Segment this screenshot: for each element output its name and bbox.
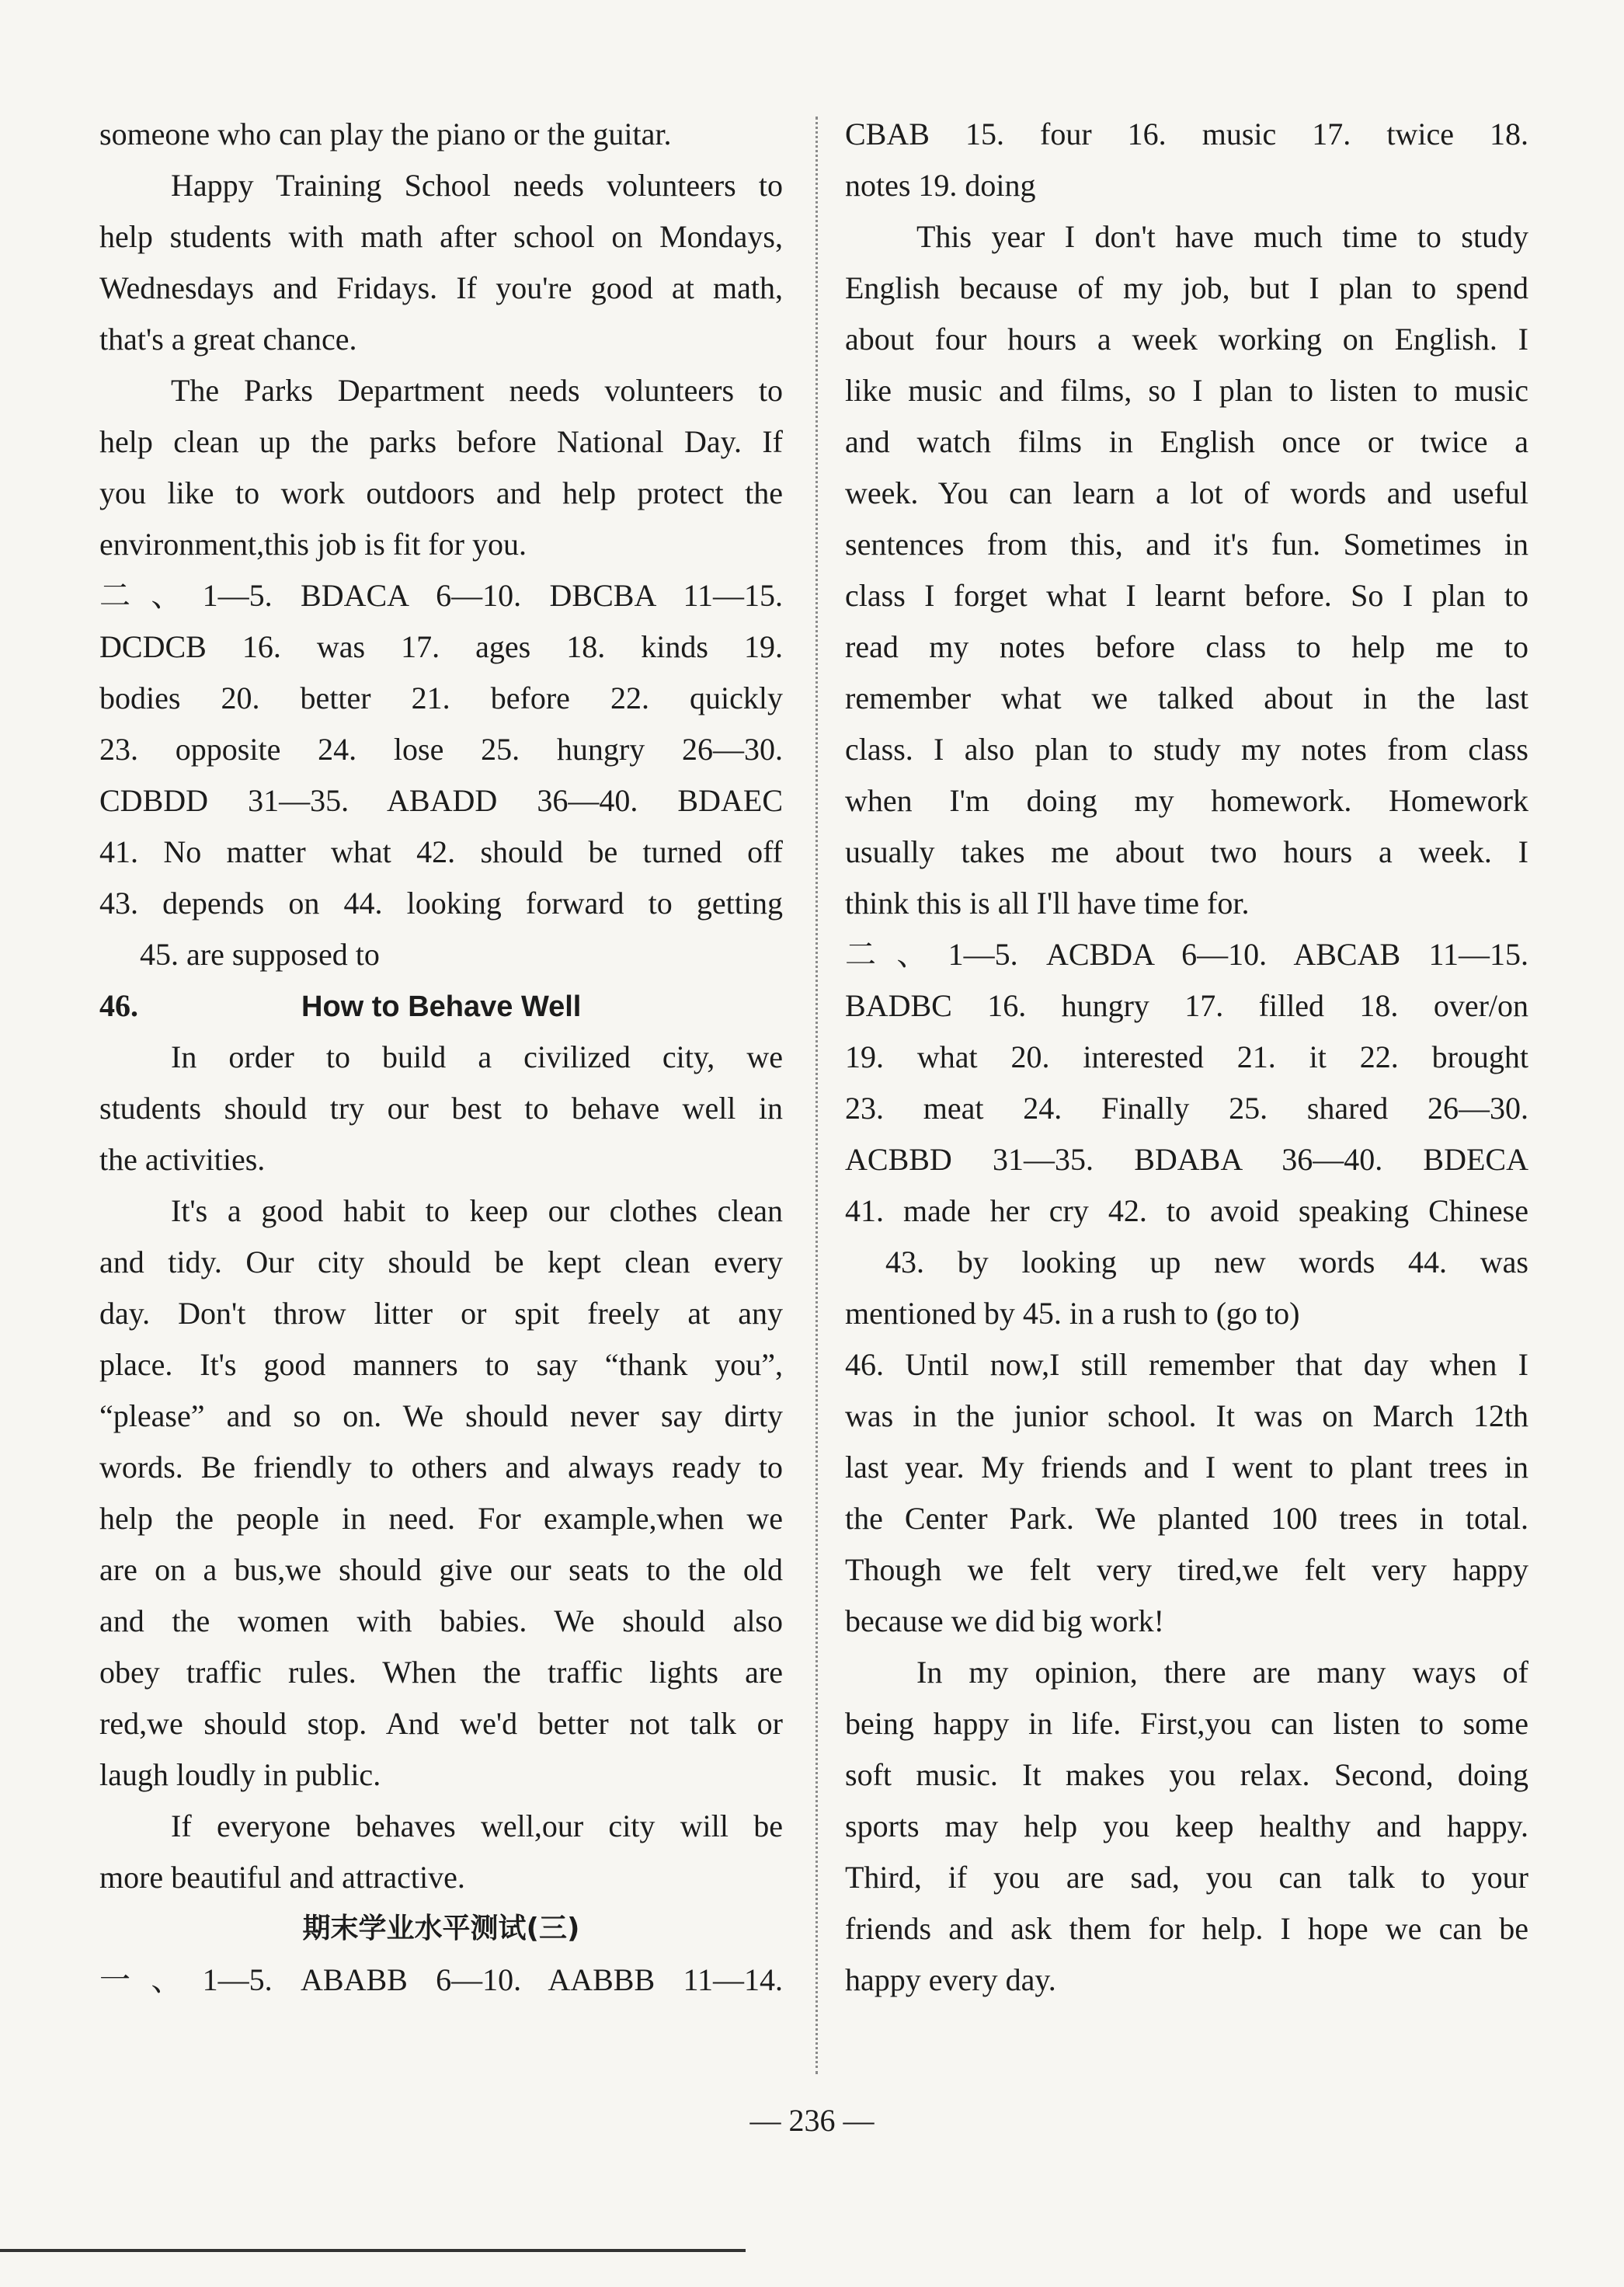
text-line: usually takes me about two hours a week. I	[845, 834, 1528, 869]
answer-line: 19. what 20. interested 21. it 22. brought	[845, 1039, 1528, 1074]
text-line: help the people in need. For example,when we	[99, 1501, 783, 1536]
column-divider	[815, 117, 818, 2074]
text-line: class I forget what I learnt before. So I plan to	[845, 578, 1528, 613]
answer-line: CDBDD 31—35. ABADD 36—40. BDAEC	[99, 783, 783, 818]
page-number: — 236 —	[749, 2103, 875, 2138]
text-line: In my opinion, there are many ways of	[916, 1655, 1528, 1690]
bottom-rule	[0, 2249, 746, 2252]
text-line: class. I also plan to study my notes from class	[845, 732, 1528, 767]
answer-line: 43. by looking up new words 44. was	[885, 1244, 1528, 1279]
left-column	[99, 109, 783, 2006]
answer-line: 41. No matter what 42. should be turned off	[99, 834, 783, 869]
text-line: about four hours a week working on English. I	[845, 322, 1528, 357]
text-line: was in the junior school. It was on March 12th	[845, 1398, 1528, 1433]
text-line: friends and ask them for help. I hope we can be	[845, 1911, 1528, 1946]
text-line: The Parks Department needs volunteers to	[171, 373, 783, 408]
text-line: help students with math after school on Mondays,	[99, 219, 783, 254]
text-line: are on a bus,we should give our seats to the old	[99, 1552, 783, 1587]
text-line: Wednesdays and Fridays. If you're good at math,	[99, 270, 783, 305]
text-line: when I'm doing my homework. Homework	[845, 783, 1528, 818]
text-line: sentences from this, and it's fun. Sometimes in	[845, 527, 1528, 562]
text-line: soft music. It makes you relax. Second, doing	[845, 1757, 1528, 1792]
section-title: 期末学业水平测试(三)	[302, 1913, 580, 1944]
answer-line: bodies 20. better 21. before 22. quickly	[99, 681, 783, 715]
text-line: sports may help you keep healthy and happy.	[845, 1808, 1528, 1843]
text-line: Though we felt very tired,we felt very happy	[845, 1552, 1528, 1587]
text-line: that's a great chance.	[99, 322, 357, 357]
text-line: remember what we talked about in the last	[845, 681, 1528, 715]
text-line: because we did big work!	[845, 1603, 1164, 1638]
text-line: environment,this job is fit for you.	[99, 527, 527, 562]
text-line: someone who can play the piano or the guitar.	[99, 117, 672, 151]
answer-line: 23. meat 24. Finally 25. shared 26—30.	[845, 1091, 1528, 1126]
text-line: more beautiful and attractive.	[99, 1860, 465, 1895]
answer-line: 23. opposite 24. lose 25. hungry 26—30.	[99, 732, 783, 767]
answer-line: mentioned by 45. in a rush to (go to)	[845, 1296, 1300, 1331]
text-line: If everyone behaves well,our city will be	[171, 1808, 783, 1843]
text-line: “please” and so on. We should never say dirty	[99, 1398, 783, 1433]
text-line: and the women with babies. We should also	[99, 1603, 783, 1638]
text-line: week. You can learn a lot of words and useful	[845, 475, 1528, 510]
text-line: like music and films, so I plan to listen to music	[845, 373, 1528, 408]
text-line: red,we should stop. And we'd better not talk or	[99, 1706, 783, 1741]
text-line: and watch films in English once or twice a	[845, 424, 1528, 459]
essay-number: 46.	[99, 988, 138, 1023]
answer-line: 41. made her cry 42. to avoid speaking Chinese	[845, 1193, 1528, 1228]
answer-line: CBAB 15. four 16. music 17. twice 18.	[845, 117, 1528, 151]
answer-line: notes 19. doing	[845, 168, 1036, 203]
essay-title: How to Behave Well	[301, 990, 582, 1023]
text-line: This year I don't have much time to study	[916, 219, 1528, 254]
text-line: place. It's good manners to say “thank you”,	[99, 1347, 783, 1382]
text-line: 46. Until now,I still remember that day when I	[845, 1347, 1528, 1382]
essay-heading	[99, 980, 783, 1032]
text-line: help clean up the parks before National Day. If	[99, 424, 783, 459]
right-column	[845, 109, 1528, 2006]
text-line: the Center Park. We planted 100 trees in total.	[845, 1501, 1528, 1536]
text-line: Happy Training School needs volunteers to	[171, 168, 783, 203]
text-line: you like to work outdoors and help protect the	[99, 475, 783, 510]
answer-line: 二、1—5. ACBDA 6—10. ABCAB 11—15.	[845, 937, 1528, 972]
text-line: Third, if you are sad, you can talk to your	[845, 1860, 1528, 1895]
text-line: laugh loudly in public.	[99, 1757, 381, 1792]
answer-line: ACBBD 31—35. BDABA 36—40. BDECA	[845, 1142, 1528, 1177]
answer-line: 43. depends on 44. looking forward to getting	[99, 886, 783, 921]
text-line: think this is all I'll have time for.	[845, 886, 1250, 921]
answer-line: BADBC 16. hungry 17. filled 18. over/on	[845, 988, 1528, 1023]
text-line: read my notes before class to help me to	[845, 629, 1528, 664]
text-line: obey traffic rules. When the traffic lights are	[99, 1655, 783, 1690]
text-line: In order to build a civilized city, we	[171, 1039, 783, 1074]
text-line: and tidy. Our city should be kept clean every	[99, 1244, 783, 1279]
answer-line: DCDCB 16. was 17. ages 18. kinds 19.	[99, 629, 783, 664]
text-line: students should try our best to behave well in	[99, 1091, 783, 1126]
text-line: the activities.	[99, 1142, 266, 1177]
text-line: It's a good habit to keep our clothes clean	[171, 1193, 783, 1228]
text-line: words. Be friendly to others and always ready to	[99, 1450, 783, 1485]
answer-line: 二、1—5. BDACA 6—10. DBCBA 11—15.	[99, 578, 783, 613]
text-line: being happy in life. First,you can listen to some	[845, 1706, 1528, 1741]
text-line: last year. My friends and I went to plant trees in	[845, 1450, 1528, 1485]
answer-line: 一、1—5. ABABB 6—10. AABBB 11—14.	[99, 1962, 783, 1997]
text-line: English because of my job, but I plan to spend	[845, 270, 1528, 305]
text-line: day. Don't throw litter or spit freely at any	[99, 1296, 783, 1331]
answer-line: 45. are supposed to	[140, 937, 380, 972]
text-line: happy every day.	[845, 1962, 1056, 1997]
